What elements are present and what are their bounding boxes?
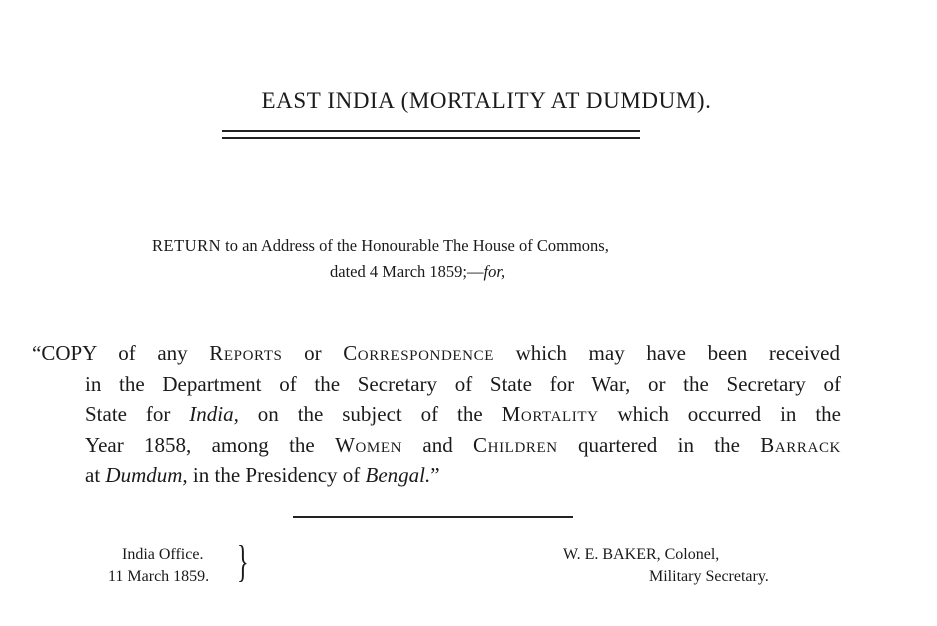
quote-l1-segment-3: Correspondence: [343, 341, 494, 365]
quote-l3-segment-3: Mortality: [501, 402, 599, 426]
quote-l5-segment-2: in the Presidency of: [187, 463, 366, 487]
return-lead: RETURN: [152, 236, 221, 255]
return-line: [152, 233, 609, 259]
quote-l1-segment-1: Reports: [209, 341, 283, 365]
quote-l3-segment-1: India,: [189, 402, 239, 426]
title-rule-top: [222, 130, 640, 132]
dated-line: [330, 259, 505, 285]
quote-line-3: [32, 399, 841, 430]
section-rule: [293, 516, 573, 518]
quote-line-5: [32, 460, 852, 491]
quoted-motion: [32, 338, 852, 491]
quote-l2-segment-0: in the Department of the Secretary of State for War, or the Secretary of: [85, 371, 841, 396]
quote-l1-segment-0: “COPY of any: [32, 341, 210, 365]
quote-l4-segment-1: Women: [335, 432, 403, 457]
quote-l5-segment-4: ”: [430, 463, 440, 487]
quote-l4-segment-3: Children: [473, 432, 558, 457]
return-rest: to an Address of the Honourable The House of Commons,: [221, 236, 609, 255]
office-name: India Office.: [122, 546, 204, 563]
quote-l1-segment-4: which may have been received: [493, 341, 841, 365]
signatory-role: Military Secretary.: [649, 568, 769, 585]
quote-l3-segment-2: on the subject of the: [238, 402, 502, 426]
quote-line-4: [32, 430, 841, 461]
document-title: EAST INDIA (MORTALITY AT DUMDUM).: [261, 88, 712, 113]
quote-l4-segment-4: quartered in the: [557, 432, 761, 457]
quote-l4-segment-2: and: [402, 432, 474, 457]
signatory-name: W. E. BAKER, Colonel,: [563, 546, 720, 563]
title-rule-bottom: [222, 137, 640, 139]
brace-glyph: }: [237, 537, 249, 586]
office-date: 11 March 1859.: [108, 568, 210, 585]
signature-block: [563, 544, 769, 588]
quote-l4-segment-0: Year 1858, among the: [85, 432, 336, 457]
quote-l5-segment-1: Dumdum,: [105, 463, 188, 487]
quote-l5-segment-3: Bengal.: [365, 463, 431, 487]
office-date-block: [108, 544, 209, 588]
quote-l5-segment-0: at: [85, 463, 106, 487]
quote-l1-segment-2: or: [282, 341, 344, 365]
quote-l4-segment-5: Barrack: [760, 432, 841, 457]
quote-line-1: [32, 338, 840, 369]
quote-line-2: [32, 369, 841, 400]
dated-for: for,: [483, 262, 506, 281]
quote-l3-segment-0: State for: [85, 402, 190, 426]
quote-l3-segment-4: which occurred in the: [598, 402, 841, 426]
dated-text: dated 4 March 1859;—: [330, 262, 484, 281]
